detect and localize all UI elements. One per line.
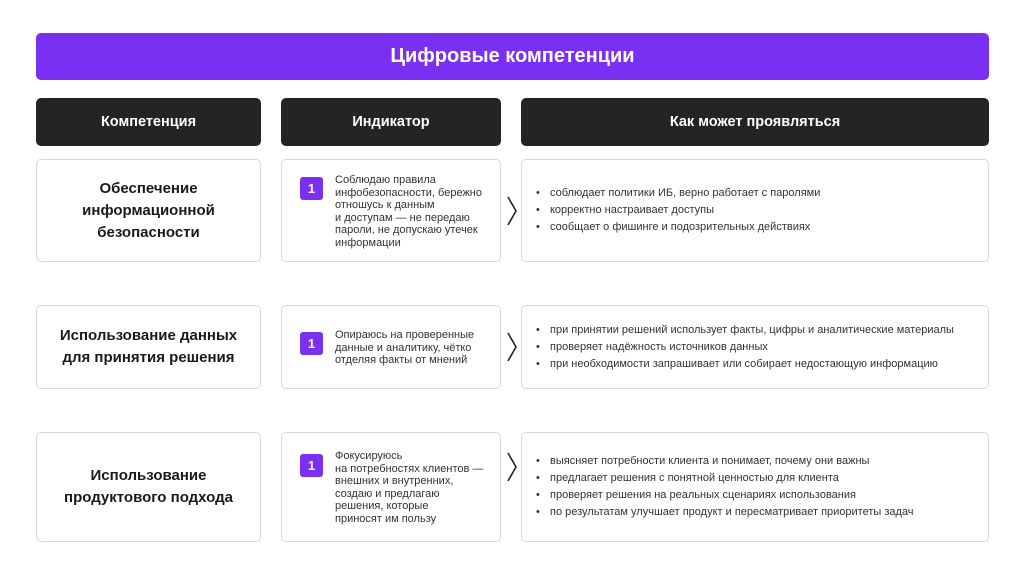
list-item: • сообщает о фишинге и подозрительных действиях — [536, 219, 978, 236]
list-item: • проверяет надёжность источников данных — [536, 339, 978, 356]
indicator-text: Опираюсь на проверенные данные и аналитику, чётко отделяя факты от мнений — [335, 329, 475, 366]
bullet-icon — [536, 487, 550, 504]
bullet-icon — [536, 202, 550, 219]
header-manifestation: Как может проявляться — [521, 98, 989, 146]
chevron-right-icon — [505, 451, 519, 483]
bullet-icon — [536, 356, 550, 373]
indicator-card — [281, 432, 501, 542]
page-title: Цифровые компетенции — [390, 45, 635, 67]
competence-card — [36, 159, 261, 262]
indicator-card — [281, 305, 501, 389]
indicator-card — [281, 159, 501, 262]
indicator-number-badge: 1 — [300, 332, 323, 355]
indicator-number-badge: 1 — [300, 177, 323, 200]
indicator-number-badge: 1 — [300, 454, 323, 477]
competence-card — [36, 432, 261, 542]
chevron-right-icon — [505, 331, 519, 363]
list-item: • соблюдает политики ИБ, верно работает с паролями — [536, 185, 978, 202]
manifestation-card — [521, 305, 989, 389]
bullet-icon — [536, 504, 550, 521]
competence-name: Использование данных для принятия решения — [59, 327, 238, 366]
indicator-text: Фокусируюсь на потребностях клиентов — внешних и внутренних, создаю и предлагаю решения, которые приносят им пользу — [335, 450, 484, 525]
bullet-icon — [536, 219, 550, 236]
manifestation-list — [536, 322, 978, 373]
list-item: • корректно настраивает доступы — [536, 202, 978, 219]
list-item: • выясняет потребности клиента и понимает, почему они важны — [536, 453, 978, 470]
bullet-icon — [536, 185, 550, 202]
bullet-icon — [536, 339, 550, 356]
list-item: • при необходимости запрашивает или собирает недостающую информацию — [536, 356, 978, 373]
bullet-icon — [536, 453, 550, 470]
list-item: • проверяет решения на реальных сценариях использования — [536, 487, 978, 504]
manifestation-list — [536, 453, 978, 521]
title-banner — [36, 33, 989, 80]
bullet-icon — [536, 322, 550, 339]
header-indicator: Индикатор — [281, 98, 501, 146]
bullet-icon — [536, 470, 550, 487]
header-competence: Компетенция — [36, 98, 261, 146]
manifestation-card — [521, 159, 989, 262]
list-item: • по результатам улучшает продукт и пересматривает приоритеты задач — [536, 504, 978, 521]
indicator-text: Соблюдаю правила инфобезопасности, бережно отношусь к данным и доступам — не передаю пароли, не допускаю утечек информации — [335, 174, 482, 249]
competence-name: Обеспечение информационной безопасности — [82, 179, 215, 241]
competence-card — [36, 305, 261, 389]
manifestation-card — [521, 432, 989, 542]
list-item: • при принятии решений использует факты, цифры и аналитические материалы — [536, 322, 978, 339]
competence-name: Использование продуктового подхода — [64, 467, 233, 506]
list-item: • предлагает решения с понятной ценностью для клиента — [536, 470, 978, 487]
manifestation-list — [536, 185, 978, 236]
chevron-right-icon — [505, 195, 519, 227]
